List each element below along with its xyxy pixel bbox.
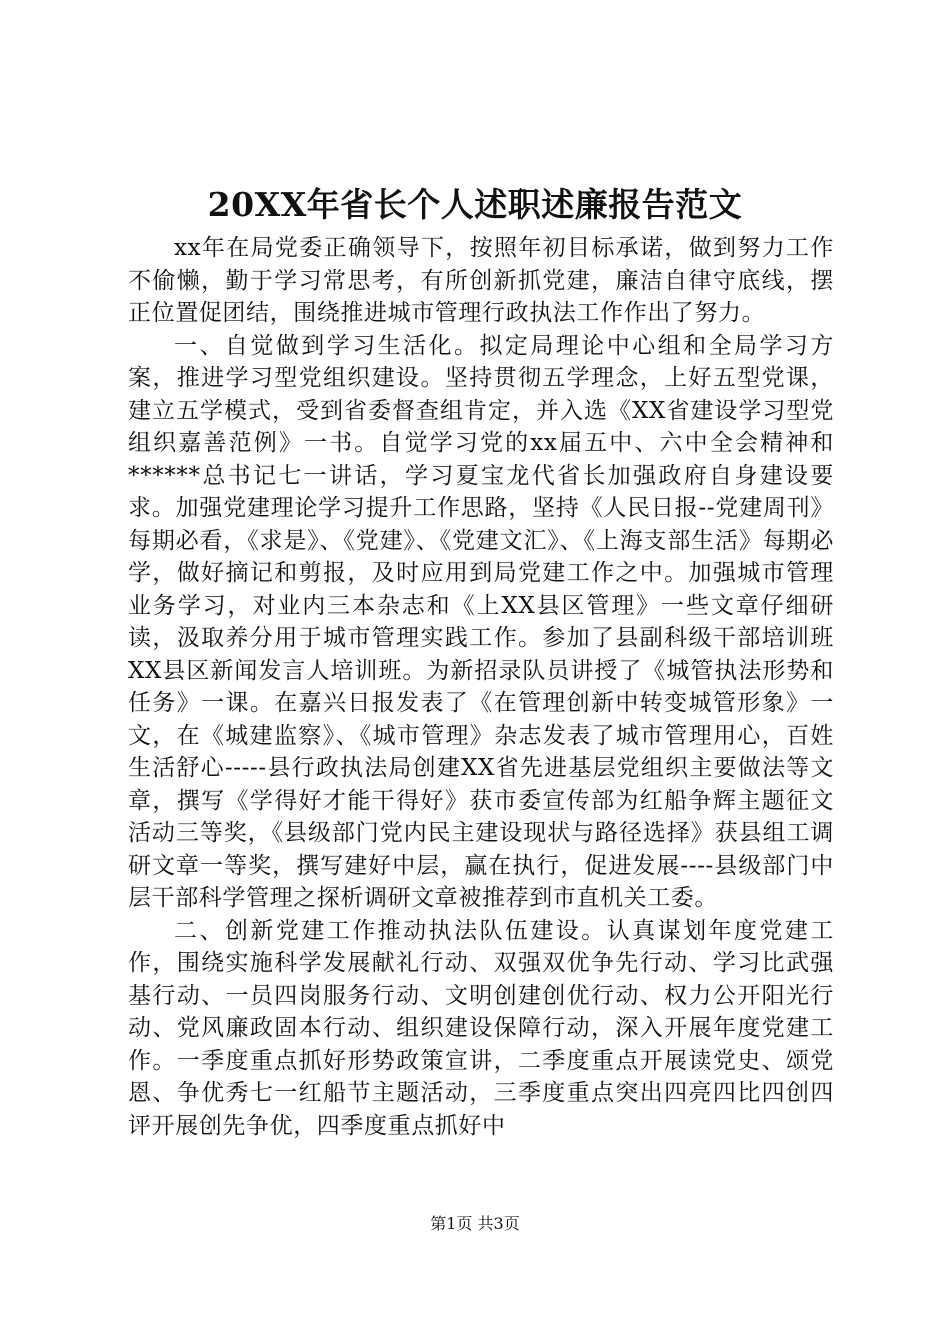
page-footer: 第1页 共3页 <box>430 1214 520 1233</box>
document-body <box>128 232 834 1142</box>
paragraph-intro: xx年在局党委正确领导下，按照年初目标承诺，做到努力工作不偷懒，勤于学习常思考，有所创新抓党建，廉洁自律守底线，摆正位置促团结，围绕推进城市管理行政执法工作作出了努力。 <box>128 235 834 326</box>
document-title: 20XX年省长个人述职述廉报告范文 <box>207 185 743 224</box>
paragraph-section-two: 二、创新党建工作推动执法队伍建设。认真谋划年度党建工作，围绕实施科学发展献礼行动、双强双优争先行动、学习比武强基行动、一员四岗服务行动、文明创建创优行动、权力公开阳光行动、党风廉政固本行动、组织建设保障行动，深入开展年度党建工作。一季度重点抓好形势政策宣讲，二季度重点开展读党史、颂党恩、争优秀七一红船节主题活动，三季度重点突出四亮四比四创四评开展创先争优，四季度重点抓好中 <box>128 917 834 1139</box>
paragraph-section-one: 一、自觉做到学习生活化。拟定局理论中心组和全局学习方案，推进学习型党组织建设。坚持贯彻五学理念，上好五型党课，建立五学模式，受到省委督查组肯定，并入选《XX省建设学习型党组织嘉善范例》一书。自觉学习党的xx届五中、六中全会精神和******总书记七一讲话，学习夏宝龙代省长加强政府自身建设要求。加强党建理论学习提升工作思路，坚持《人民日报--党建周刊》每期必看，《求是》、《党建》、《党建文汇》、《上海支部生活》每期必学，做好摘记和剪报，及时应用到局党建工作之中。加强城市管理业务学习，对业内三本杂志和《上XX县区管理》一些文章仔细研读，汲取养分用于城市管理实践工作。参加了县副科级干部培训班XX县区新闻发言人培训班。为新招录队员讲授了《城管执法形势和任务》一课。在嘉兴日报发表了《在管理创新中转变城管形象》一文，在《城建监察》、《城市管理》杂志发表了城市管理用心，百姓生活舒心-----县行政执法局创建XX省先进基层党组织主要做法等文章，撰写《学得好才能干得好》获市委宣传部为红船争辉主题征文活动三等奖，《县级部门党内民主建设现状与路径选择》获县组工调研文章一等奖，撰写建好中层，赢在执行，促进发展----县级部门中层干部科学管理之探析调研文章被推荐到市直机关工委。 <box>128 332 834 911</box>
